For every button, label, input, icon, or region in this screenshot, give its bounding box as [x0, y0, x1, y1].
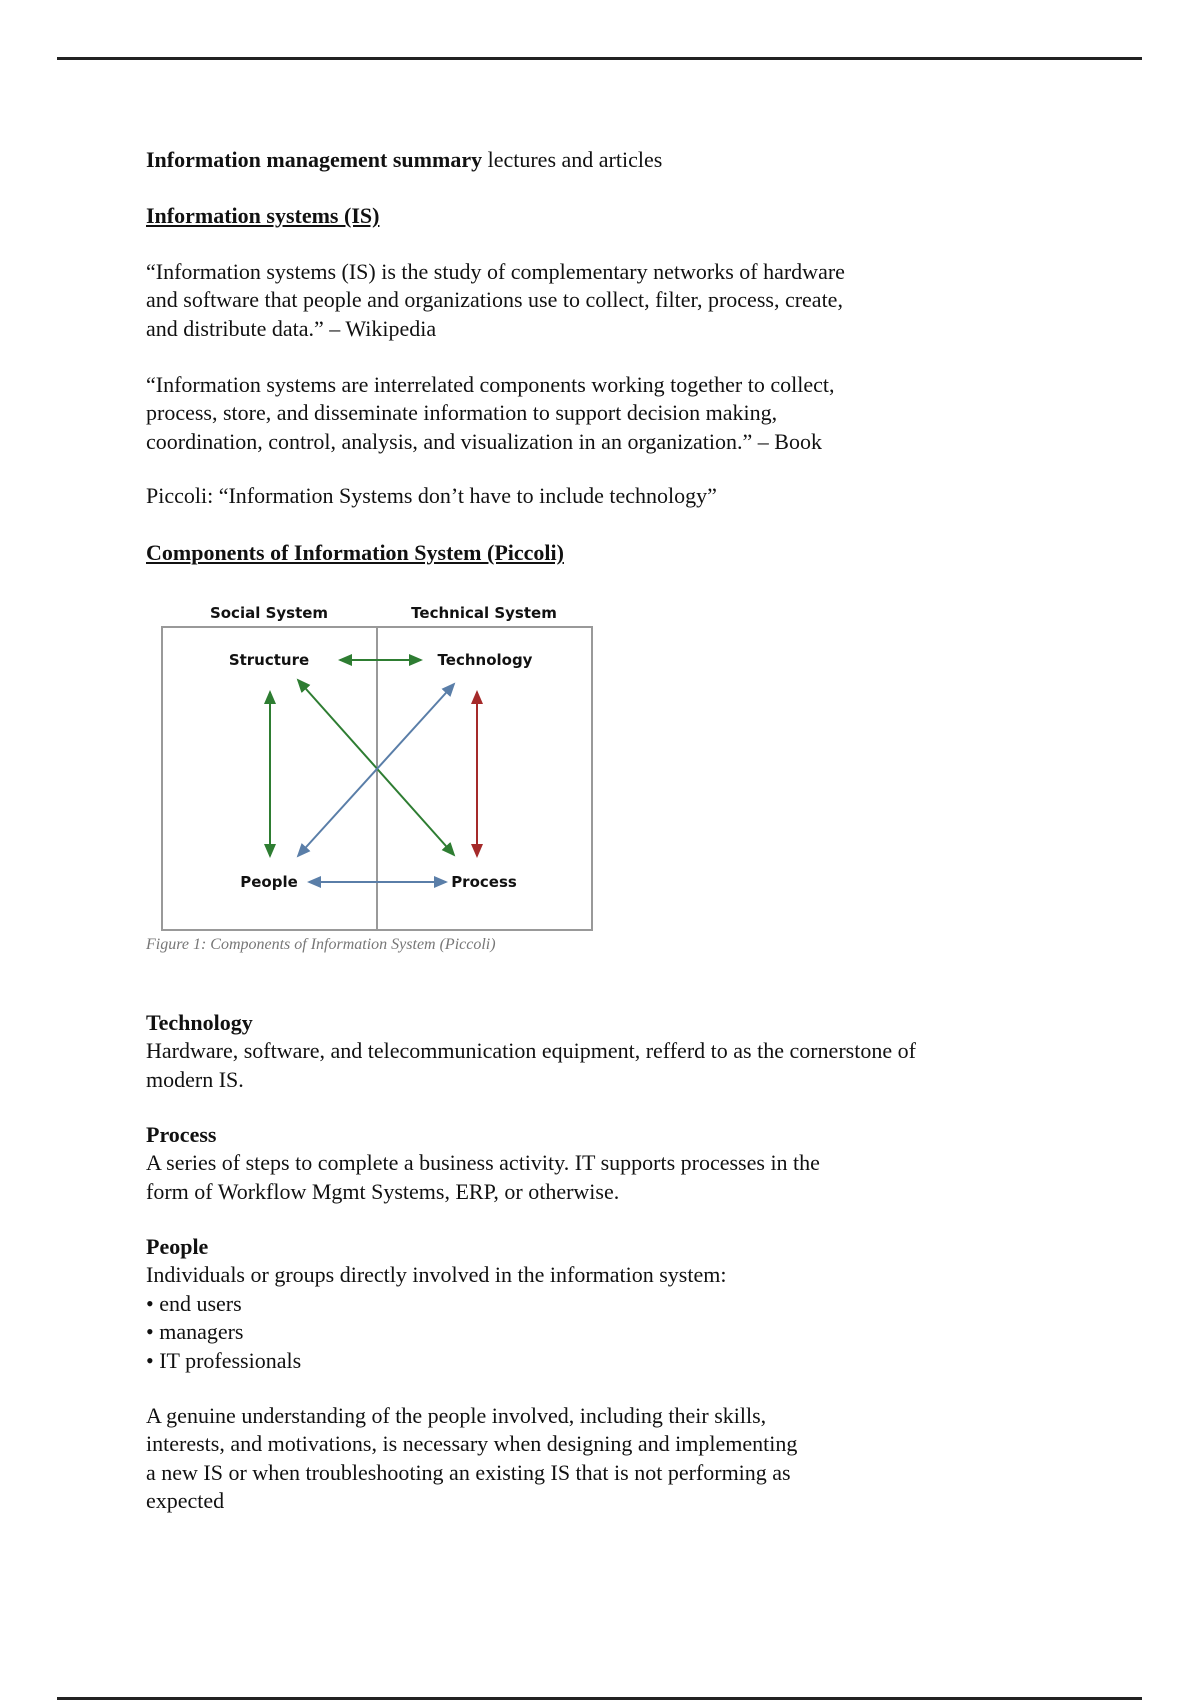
list-item: • managers: [146, 1319, 244, 1345]
text-line: modern IS.: [146, 1066, 244, 1092]
title-rest: lectures and articles: [482, 147, 663, 172]
text-line: “Information systems are interrelated components working together to collect,: [146, 372, 835, 397]
text-line: coordination, control, analysis, and visualization in an organization.” – Book: [146, 428, 822, 454]
people-section: [146, 1233, 726, 1375]
text-line: and software that people and organizations use to collect, filter, process, create,: [146, 287, 843, 313]
components-heading: Components of Information System (Piccoli): [146, 540, 564, 565]
piccoli-quote: Piccoli: “Information Systems don’t have to include technology”: [146, 483, 717, 508]
process-label: Process: [451, 873, 517, 891]
is-heading: Information systems (IS): [146, 203, 380, 228]
structure-label: Structure: [228, 651, 310, 669]
text-line: Individuals or groups directly involved in the information system:: [146, 1262, 727, 1288]
closing-paragraph: [146, 1402, 797, 1516]
people-heading: People: [146, 1234, 209, 1259]
text-line: and distribute data.” – Wikipedia: [146, 315, 437, 341]
list-item: • end users: [146, 1290, 242, 1316]
text-line: form of Workflow Mgmt Systems, ERP, or otherwise.: [146, 1178, 620, 1204]
text-line: process, store, and disseminate information to support decision making,: [146, 400, 778, 426]
figure-caption: Figure 1: Components of Information System (Piccoli): [146, 936, 496, 953]
text-line: expected: [146, 1488, 225, 1514]
text-line: A genuine understanding of the people involved, including their skills,: [146, 1403, 767, 1428]
technology-label: Technology: [437, 651, 533, 669]
text-line: interests, and motivations, is necessary when designing and implementing: [146, 1431, 798, 1457]
technology-heading: Technology: [146, 1010, 253, 1035]
title-bold: Information management summary: [146, 147, 483, 172]
technology-section: [146, 1009, 916, 1094]
text-line: “Information systems (IS) is the study of complementary networks of hardware: [146, 259, 845, 284]
list-item: • IT professionals: [146, 1347, 302, 1373]
text-line: A series of steps to complete a business activity. IT supports processes in the: [146, 1150, 820, 1176]
technical-system-label: Technical System: [411, 604, 557, 622]
process-section: [146, 1121, 820, 1206]
people-label: People: [240, 873, 298, 891]
text-line: a new IS or when troubleshooting an existing IS that is not performing as: [146, 1459, 791, 1485]
text-line: Hardware, software, and telecommunication equipment, refferd to as the cornerstone of: [146, 1038, 916, 1064]
social-system-label: Social System: [209, 604, 329, 622]
process-heading: Process: [146, 1122, 217, 1147]
